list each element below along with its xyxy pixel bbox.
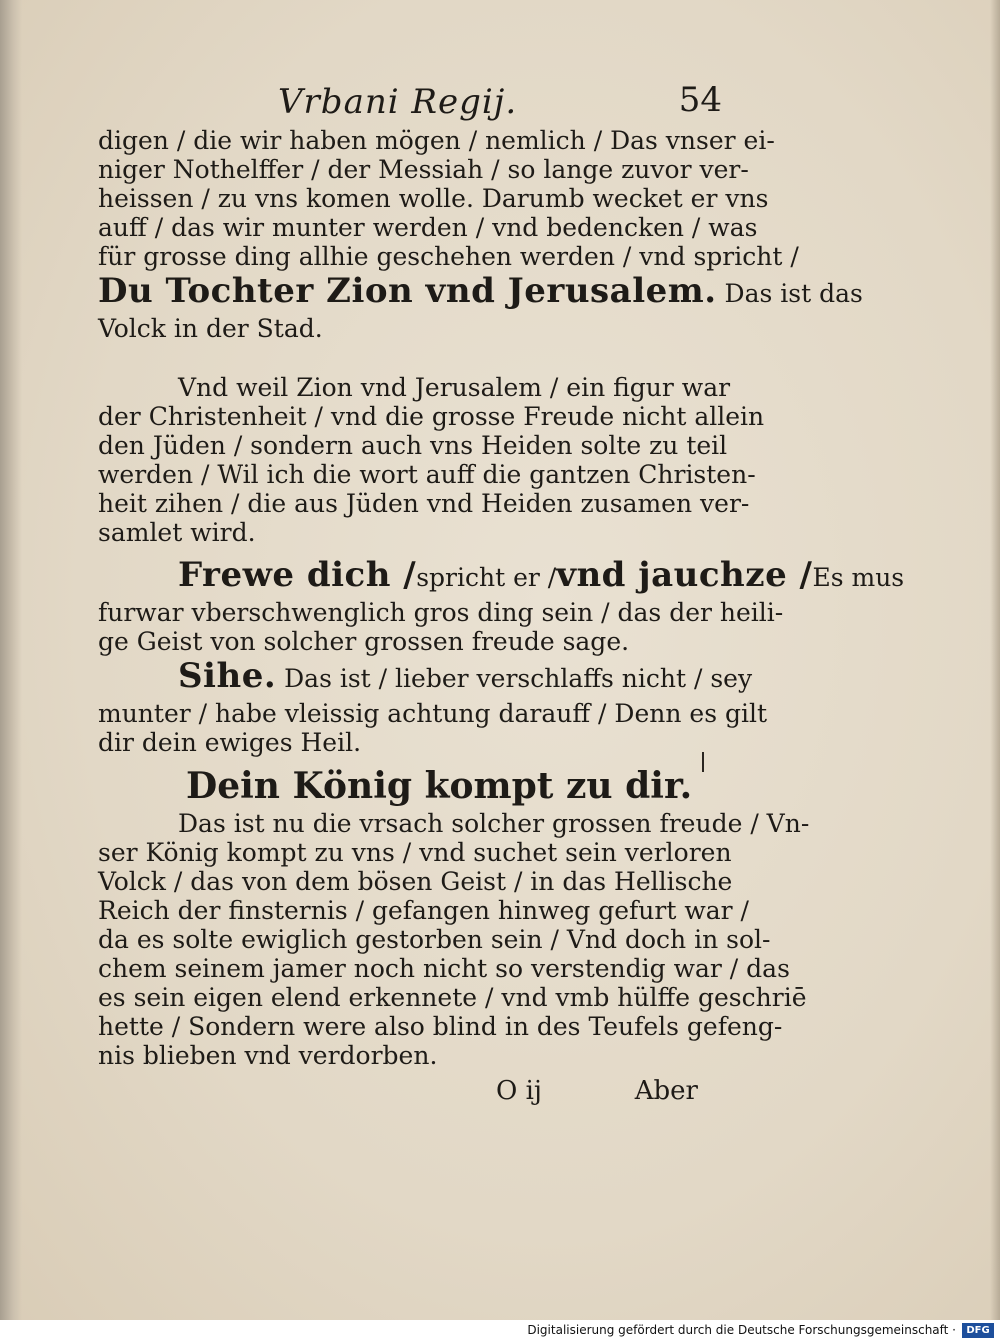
page-number: 54 bbox=[678, 80, 722, 120]
text-fragment: Es mus bbox=[812, 563, 905, 592]
text-line-emphasis bbox=[98, 656, 753, 699]
text-line: werden / Wil ich die wort auff die gantzen Christen- bbox=[98, 460, 756, 489]
emphasis-text: Frewe dich / bbox=[178, 555, 417, 595]
text-line: chem seinem jamer noch nicht so verstendig war / das bbox=[98, 954, 790, 983]
text-line: munter / habe vleissig achtung darauff / Denn es gilt bbox=[98, 699, 768, 728]
text-block bbox=[98, 80, 905, 1116]
text-line: Volck in der Stad. bbox=[98, 314, 323, 343]
paragraph-1 bbox=[98, 126, 863, 343]
dfg-logo: DFG bbox=[962, 1323, 994, 1338]
text-line: da es solte ewiglich gestorben sein / Vnd doch in sol- bbox=[98, 925, 771, 954]
text-line: ge Geist von solcher grossen freude sage. bbox=[98, 627, 630, 656]
text-line-emphasis bbox=[98, 555, 905, 598]
text-line: dir dein ewiges Heil. bbox=[98, 728, 362, 757]
text-line-emphasis bbox=[98, 271, 863, 314]
text-line: den Jüden / sondern auch vns Heiden solte zu teil bbox=[98, 431, 728, 460]
margin-mark bbox=[702, 752, 704, 772]
signature-mark: O ij bbox=[496, 1076, 542, 1106]
section-heading: Dein König kompt zu dir. bbox=[186, 765, 693, 807]
text-line: ser König kompt zu vns / vnd suchet sein verloren bbox=[98, 838, 732, 867]
text-line: für grosse ding allhie geschehen werden / vnd spricht / bbox=[98, 242, 799, 271]
running-head-title: Vrbani Regij. bbox=[278, 82, 518, 122]
emphasis-text: Sihe. bbox=[178, 656, 277, 696]
text-line: auff / das wir munter werden / vnd bedencken / was bbox=[98, 213, 758, 242]
catchword: Aber bbox=[634, 1076, 698, 1106]
emphasis-text: Du Tochter Zion vnd Jerusalem. bbox=[98, 271, 717, 311]
text-fragment: Das ist / lieber verschlaffs nicht / sey bbox=[284, 664, 753, 693]
text-line: digen / die wir haben mögen / nemlich / Das vnser ei- bbox=[98, 126, 775, 155]
text-line: es sein eigen elend erkennete / vnd vmb hülffe geschriē bbox=[98, 983, 807, 1012]
text-line: niger Nothelffer / der Messiah / so lange zuvor ver- bbox=[98, 155, 749, 184]
text-line: Das ist nu die vrsach solcher grossen freude / Vn- bbox=[178, 809, 810, 838]
credit-text: Digitalisierung gefördert durch die Deutsche Forschungsgemeinschaft · bbox=[527, 1323, 956, 1337]
text-line: heit zihen / die aus Jüden vnd Heiden zusamen ver- bbox=[98, 489, 750, 518]
text-line: der Christenheit / vnd die grosse Freude nicht allein bbox=[98, 402, 765, 431]
page-edge-right-shadow bbox=[990, 0, 1000, 1320]
text-line: Vnd weil Zion vnd Jerusalem / ein figur war bbox=[178, 373, 731, 402]
text-fragment: spricht er / bbox=[416, 563, 557, 592]
emphasis-text: vnd jauchze / bbox=[556, 555, 813, 595]
text-fragment: Das ist das bbox=[724, 279, 863, 308]
paragraph-2 bbox=[98, 373, 765, 547]
signature-line bbox=[98, 1076, 708, 1116]
paragraph-3 bbox=[98, 555, 905, 656]
running-head bbox=[98, 80, 722, 126]
paragraph-4 bbox=[98, 656, 768, 757]
text-line: furwar vberschwenglich gros ding sein / das der heili- bbox=[98, 598, 784, 627]
digitization-credit-bar bbox=[0, 1320, 1000, 1342]
text-line: samlet wird. bbox=[98, 518, 256, 547]
text-line: Reich der finsternis / gefangen hinweg gefurt war / bbox=[98, 896, 749, 925]
text-line: nis blieben vnd verdorben. bbox=[98, 1041, 438, 1070]
text-line: Volck / das von dem bösen Geist / in das Hellische bbox=[98, 867, 733, 896]
text-line: hette / Sondern were also blind in des Teufels gefeng- bbox=[98, 1012, 783, 1041]
paragraph-5 bbox=[98, 809, 810, 1070]
text-line: heissen / zu vns komen wolle. Darumb wecket er vns bbox=[98, 184, 769, 213]
page-edge-left-shadow bbox=[0, 0, 22, 1320]
